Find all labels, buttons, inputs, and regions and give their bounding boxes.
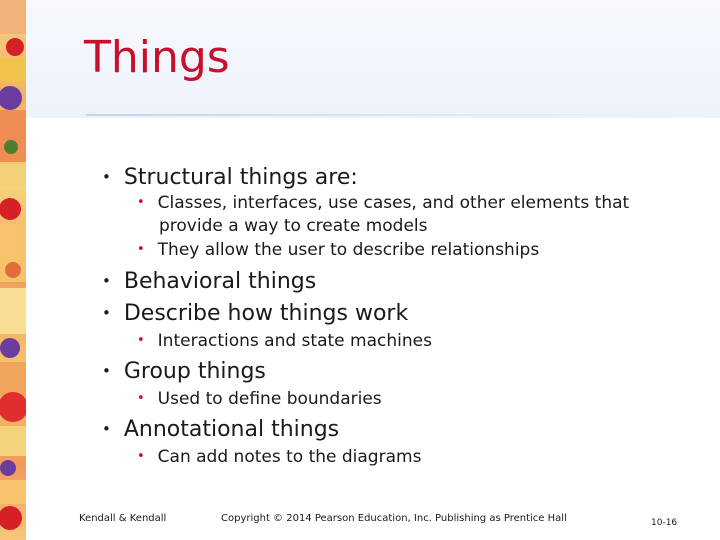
sub-bullet-dot: • [137,242,145,257]
sub-bullet-text: Interactions and state machines [157,331,432,351]
sub-bullet-text: They allow the user to describe relationships [157,240,540,260]
sub-bullet-text: Used to define boundaries [157,389,382,409]
level2-item-notes [137,448,421,468]
footer-copyright: Copyright © 2014 Pearson Education, Inc. Publishing as Prentice Hall [221,513,567,524]
sub-bullet-text-line-1: Classes, interfaces, use cases, and other elements that [157,193,630,213]
sub-bullet-dot: • [137,391,145,406]
slide-title: Things [84,32,230,83]
level2-item-interactions [137,332,432,352]
sub-bullet-dot: • [137,449,145,464]
level2-item-classes [137,194,629,214]
sub-bullet-dot: • [137,195,145,210]
bullet-text: Structural things are: [123,165,358,190]
bullet-text: Group things [123,359,266,384]
level2-item-relationships [137,241,539,261]
bullet-dot: • [102,168,111,186]
bullet-text: Annotational things [123,417,340,442]
footer-author: Kendall & Kendall [79,513,167,524]
bullet-dot: • [102,272,111,290]
sub-bullet-text-line-2: provide a way to create models [159,216,428,236]
bullet-text: Describe how things work [123,301,409,326]
level1-item-structural-things [102,165,358,190]
bullet-dot: • [102,420,111,438]
level1-item-describe-how-things-work [102,301,408,326]
level1-item-behavioral-things [102,269,316,294]
bullet-dot: • [102,362,111,380]
level2-item-boundaries [137,390,382,410]
level1-item-group-things [102,359,266,384]
bullet-dot: • [102,304,111,322]
sub-bullet-text: Can add notes to the diagrams [157,447,422,467]
level1-item-annotational-things [102,417,339,442]
page-number: 10-16 [651,518,678,528]
sub-bullet-dot: • [137,333,145,348]
bullet-text: Behavioral things [123,269,317,294]
